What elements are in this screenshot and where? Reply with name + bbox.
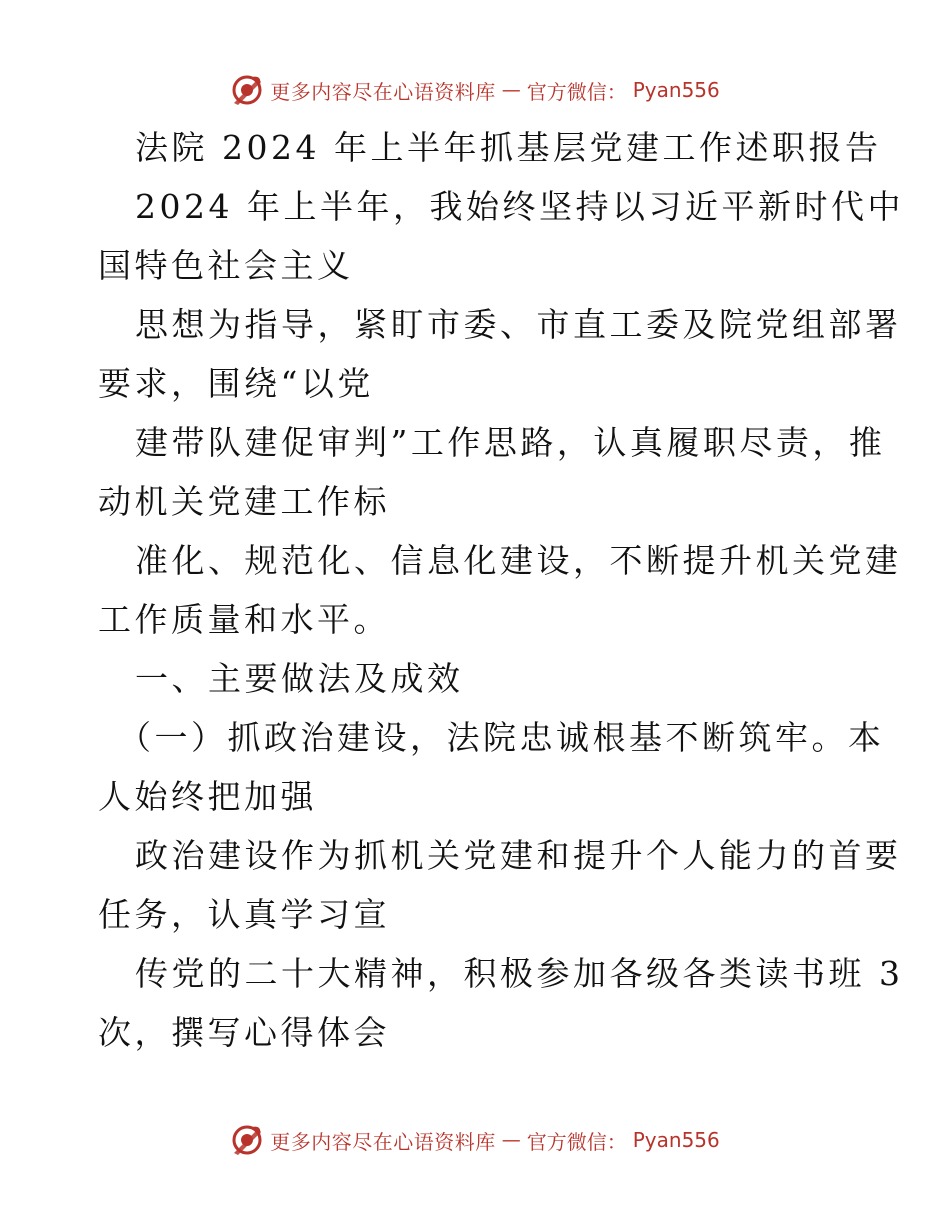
paragraph-line: 次，撰写心得体会 bbox=[98, 1013, 390, 1052]
paragraph-line: 准化、规范化、信息化建设，不断提升机关党建 bbox=[135, 541, 902, 580]
quill-pen-logo-icon bbox=[230, 1123, 264, 1157]
header-watermark-banner bbox=[0, 70, 950, 110]
paragraph-line: 人始终把加强 bbox=[98, 777, 317, 816]
paragraph-line: 动机关党建工作标 bbox=[98, 482, 390, 521]
banner-dash: — bbox=[501, 1129, 521, 1151]
banner-wechat-label: 官方微信： bbox=[526, 79, 627, 104]
banner-wechat-handle: Pyan556 bbox=[632, 78, 720, 102]
banner-dash: — bbox=[501, 79, 521, 101]
document-body bbox=[98, 118, 904, 1062]
banner-wechat-label: 官方微信： bbox=[526, 1129, 627, 1154]
banner-brand-text: 更多内容尽在心语资料库 bbox=[270, 79, 496, 104]
quill-pen-logo-icon bbox=[230, 73, 264, 107]
paragraph-line: 国特色社会主义 bbox=[98, 246, 354, 285]
footer-watermark-banner bbox=[0, 1120, 950, 1160]
paragraph-line: 传党的二十大精神，积极参加各级各类读书班 3 bbox=[135, 954, 904, 993]
paragraph-line: 工作质量和水平。 bbox=[98, 600, 390, 639]
subsection-heading-line: （一）抓政治建设，法院忠诚根基不断筑牢。本 bbox=[118, 718, 885, 757]
paragraph-line: 2024 年上半年，我始终坚持以习近平新时代中 bbox=[135, 187, 904, 226]
paragraph-line: 思想为指导，紧盯市委、市直工委及院党组部署 bbox=[135, 305, 902, 344]
document-title: 法院 2024 年上半年抓基层党建工作述职报告 bbox=[135, 128, 882, 167]
paragraph-line: 要求，围绕“以党 bbox=[98, 364, 374, 403]
banner-wechat-handle: Pyan556 bbox=[632, 1128, 720, 1152]
section-heading: 一、主要做法及成效 bbox=[135, 659, 464, 698]
banner-brand-text: 更多内容尽在心语资料库 bbox=[270, 1129, 496, 1154]
paragraph-line: 政治建设作为抓机关党建和提升个人能力的首要 bbox=[135, 836, 902, 875]
paragraph-line: 建带队建促审判”工作思路，认真履职尽责，推 bbox=[135, 423, 886, 462]
paragraph-line: 任务，认真学习宣 bbox=[98, 895, 390, 934]
